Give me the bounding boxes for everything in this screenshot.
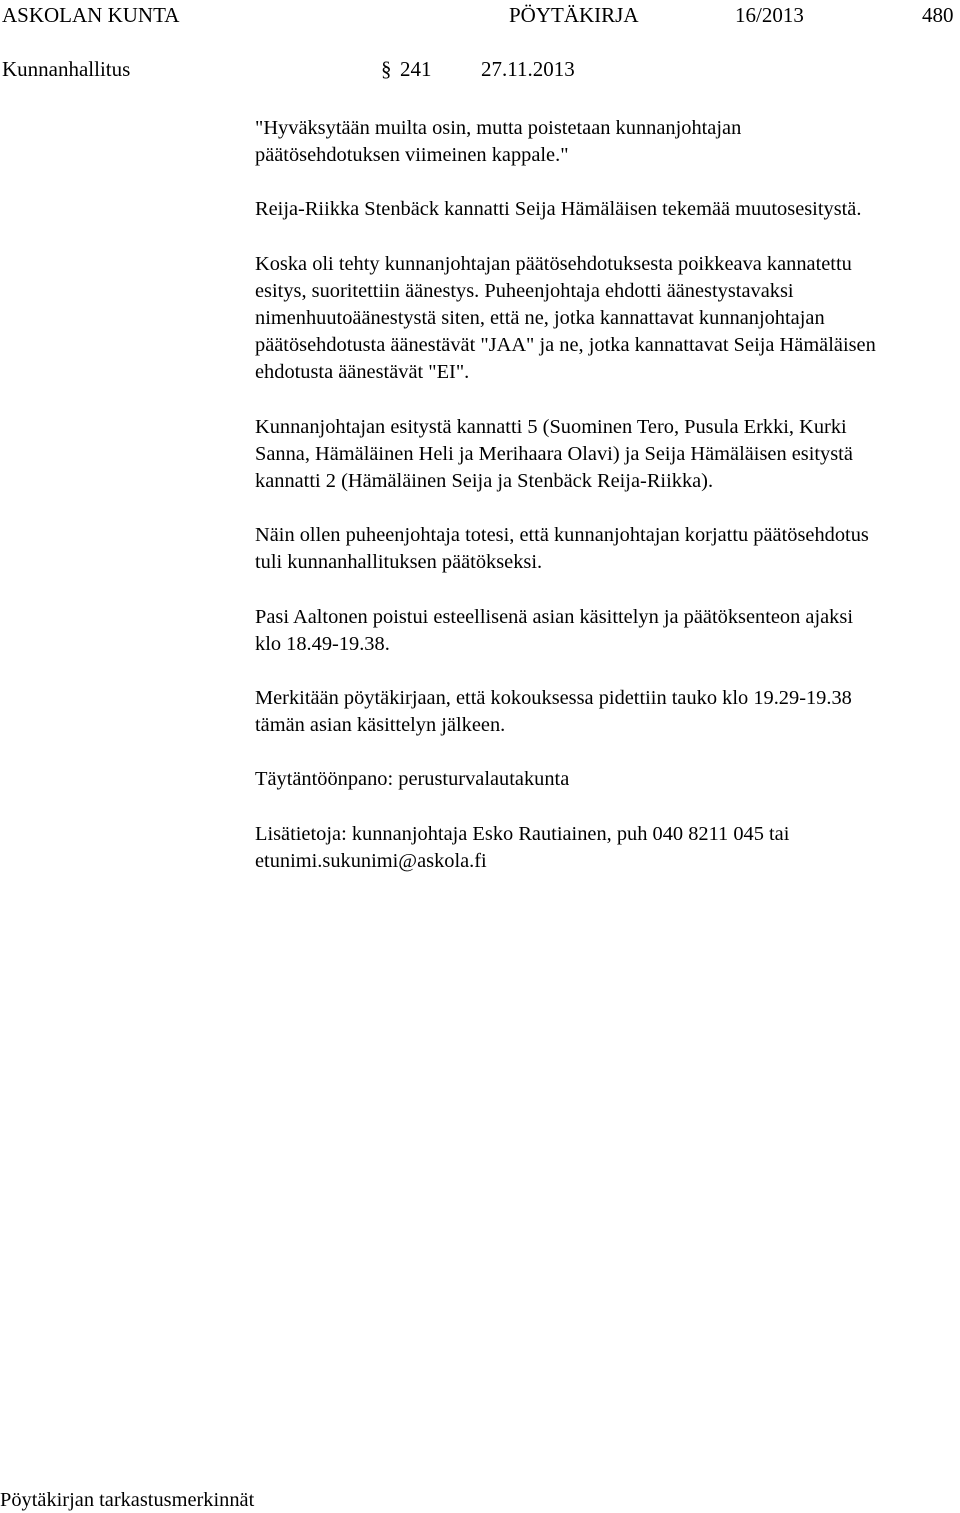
document-number: 16/2013 [735, 3, 804, 27]
paragraph-seconding: Reija-Riikka Stenbäck kannatti Seija Hämäläisen tekemää muutosesitystä. [255, 198, 862, 221]
paragraph-amendment-quote: "Hyväksytään muilta osin, mutta poistetaan kunnanjohtajan päätösehdotuksen viimeinen kappale." [255, 117, 742, 167]
paragraph-recusal: Pasi Aaltonen poistui esteellisenä asian käsittelyn ja päätöksenteon ajaksi klo 18.49-19.38. [255, 605, 853, 655]
review-marks-footer: Pöytäkirjan tarkastusmerkinnät [0, 1489, 255, 1511]
paragraph-contact-info: Lisätietoja: kunnanjohtaja Esko Rautiainen, puh 040 8211 045 tai etunimi.sukunimi@askola.fi [255, 822, 790, 872]
document-type: PÖYTÄKIRJA [509, 3, 639, 27]
governing-body: Kunnanhallitus [2, 57, 131, 81]
paragraph-vote-procedure: Koska oli tehty kunnanjohtajan päätösehdotuksesta poikkeava kannatettu esitys, suoritettiin äänestys. Puheenjohtaja ehdotti äänestystavaksi nimenhuutoäänestystä siten, että ne, jotka kannattavat kunnanjohtajan päätösehdotusta äänestävät "JAA" ja ne, jotka kannattavat Seija Hämäläisen ehdotusta äänestävät "EI". [255, 252, 876, 384]
section-number: 241 [400, 57, 432, 81]
municipality-name: ASKOLAN KUNTA [2, 3, 180, 27]
paragraph-vote-result: Kunnanjohtajan esitystä kannatti 5 (Suominen Tero, Pusula Erkki, Kurki Sanna, Hämäläinen Heli ja Merihaara Olavi) ja Seija Hämäläisen esitystä kannatti 2 (Hämäläinen Seija ja Stenbäck Reija-Riikka). [255, 415, 853, 493]
minutes-body [255, 115, 960, 875]
paragraph-break-note: Merkitään pöytäkirjaan, että kokouksessa pidettiin tauko klo 19.29-19.38 tämän asian käsittelyn jälkeen. [255, 687, 852, 737]
section-symbol: § [381, 57, 392, 81]
page-number: 480 [922, 3, 954, 27]
paragraph-implementation: Täytäntöönpano: perusturvalautakunta [255, 768, 570, 791]
paragraph-decision: Näin ollen puheenjohtaja totesi, että kunnanjohtajan korjattu päätösehdotus tuli kunnanhallituksen päätökseksi. [255, 524, 869, 574]
meeting-date: 27.11.2013 [481, 57, 575, 81]
